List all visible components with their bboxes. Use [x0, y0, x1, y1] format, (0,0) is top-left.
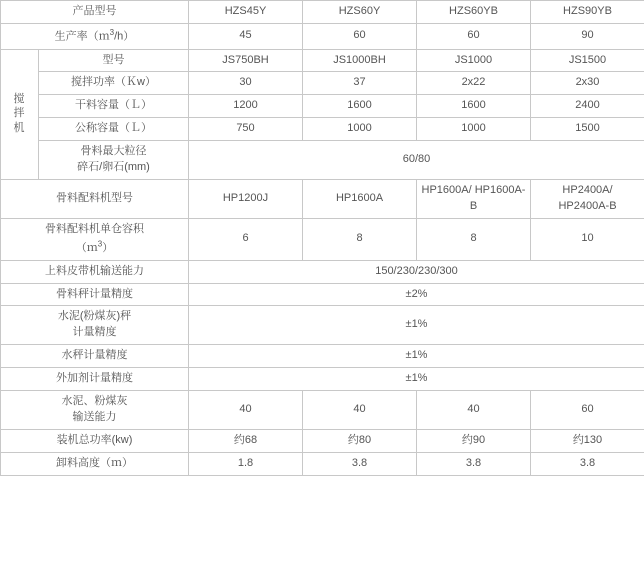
table-row — [1, 260, 644, 283]
row-label-cement-conveying-line1: 水泥、粉煤灰 — [61, 395, 128, 408]
cell-batcher-model-1: HP1200J — [189, 180, 303, 219]
cell-productivity-1: 45 — [189, 23, 303, 49]
cell-mixer-power-3: 2x22 — [417, 72, 531, 95]
cell-mixer-power-4: 2x30 — [531, 72, 644, 95]
table-row — [1, 283, 644, 306]
cell-discharge-height-4: 3.8 — [531, 453, 644, 476]
cell-aggregate-size: 60/80 — [189, 141, 644, 180]
row-label-mixer-power: 搅拌功率（Ｋw） — [39, 72, 189, 95]
row-label-nominal-capacity: 公称容量（Ｌ） — [39, 118, 189, 141]
table-row — [1, 219, 644, 261]
cell-mixer-power-1: 30 — [189, 72, 303, 95]
table-row — [1, 345, 644, 368]
row-label-mixer-model: 型号 — [39, 49, 189, 72]
cell-cement-conveying-1: 40 — [189, 391, 303, 430]
cell-model-3: HZS60YB — [417, 1, 531, 24]
cell-cement-conveying-3: 40 — [417, 391, 531, 430]
group-label-mixer — [1, 49, 39, 180]
table-row — [1, 23, 644, 49]
row-label-batcher-bin-capacity — [1, 219, 189, 261]
table-row — [1, 49, 644, 72]
row-label-batcher-bin-capacity-line1: 骨料配料机单仓容积 — [45, 223, 144, 236]
table-row — [1, 72, 644, 95]
cell-belt-capacity: 150/230/230/300 — [189, 260, 644, 283]
cell-model-2: HZS60Y — [303, 1, 417, 24]
table-row — [1, 95, 644, 118]
cell-total-power-3: 约90 — [417, 430, 531, 453]
cell-mixer-power-2: 37 — [303, 72, 417, 95]
cell-model-4: HZS90YB — [531, 1, 644, 24]
cell-discharge-height-2: 3.8 — [303, 453, 417, 476]
cell-cement-conveying-4: 60 — [531, 391, 644, 430]
table-row — [1, 180, 644, 219]
cell-mixer-model-4: JS1500 — [531, 49, 644, 72]
cell-discharge-height-3: 3.8 — [417, 453, 531, 476]
row-label-total-power: 装机总功率(kw) — [1, 430, 189, 453]
row-label-discharge-height: 卸料高度（ｍ） — [1, 453, 189, 476]
cell-dry-capacity-1: 1200 — [189, 95, 303, 118]
table-row — [1, 141, 644, 180]
cell-total-power-4: 约130 — [531, 430, 644, 453]
row-label-model: 产品型号 — [1, 1, 189, 24]
cell-water-accuracy: ±1% — [189, 345, 644, 368]
cell-batcher-model-2: HP1600A — [303, 180, 417, 219]
cell-mixer-model-2: JS1000BH — [303, 49, 417, 72]
cell-batcher-bin-capacity-3: 8 — [417, 219, 531, 261]
cell-productivity-2: 60 — [303, 23, 417, 49]
row-label-additive-accuracy: 外加剂计量精度 — [1, 368, 189, 391]
cell-discharge-height-1: 1.8 — [189, 453, 303, 476]
table-row — [1, 1, 644, 24]
row-label-aggregate-size — [39, 141, 189, 180]
cell-model-1: HZS45Y — [189, 1, 303, 24]
row-label-water-accuracy: 水秤计量精度 — [1, 345, 189, 368]
row-label-belt-capacity: 上料皮带机输送能力 — [1, 260, 189, 283]
cell-mixer-model-3: JS1000 — [417, 49, 531, 72]
table-row — [1, 306, 644, 345]
row-label-aggregate-accuracy: 骨料秤计量精度 — [1, 283, 189, 306]
table-row — [1, 368, 644, 391]
row-label-productivity: 生产率（ｍ$^3$/h） — [1, 23, 189, 49]
row-label-cement-conveying-line2: 输送能力 — [72, 411, 117, 424]
table-row — [1, 430, 644, 453]
cell-cement-conveying-2: 40 — [303, 391, 417, 430]
cell-batcher-model-4: HP2400A/ HP2400A-B — [531, 180, 644, 219]
row-label-cement-accuracy-line1: 水泥(粉煤灰)秤 — [57, 310, 132, 323]
row-label-batcher-bin-capacity-line2: （ｍ$^3$） — [75, 238, 114, 254]
row-label-cement-accuracy-line2: 计量精度 — [72, 326, 117, 339]
cell-dry-capacity-2: 1600 — [303, 95, 417, 118]
row-label-aggregate-size-line2: 碎石/卵石(mm) — [77, 161, 150, 174]
cell-nominal-capacity-1: 750 — [189, 118, 303, 141]
table-row — [1, 391, 644, 430]
row-label-cement-accuracy — [1, 306, 189, 345]
row-label-dry-capacity: 干料容量（Ｌ） — [39, 95, 189, 118]
row-label-batcher-model: 骨料配料机型号 — [1, 180, 189, 219]
group-label-mixer-text: 搅 拌 机 — [13, 92, 26, 135]
cell-dry-capacity-4: 2400 — [531, 95, 644, 118]
cell-nominal-capacity-4: 1500 — [531, 118, 644, 141]
row-label-aggregate-size-line1: 骨料最大粒径 — [80, 145, 147, 158]
cell-mixer-model-1: JS750BH — [189, 49, 303, 72]
cell-productivity-3: 60 — [417, 23, 531, 49]
cell-batcher-bin-capacity-1: 6 — [189, 219, 303, 261]
cell-aggregate-accuracy: ±2% — [189, 283, 644, 306]
table-row — [1, 453, 644, 476]
cell-batcher-bin-capacity-2: 8 — [303, 219, 417, 261]
cell-cement-accuracy: ±1% — [189, 306, 644, 345]
table-row — [1, 118, 644, 141]
cell-batcher-bin-capacity-4: 10 — [531, 219, 644, 261]
row-label-cement-conveying — [1, 391, 189, 430]
cell-additive-accuracy: ±1% — [189, 368, 644, 391]
cell-dry-capacity-3: 1600 — [417, 95, 531, 118]
cell-nominal-capacity-3: 1000 — [417, 118, 531, 141]
cell-nominal-capacity-2: 1000 — [303, 118, 417, 141]
cell-total-power-2: 约80 — [303, 430, 417, 453]
cell-total-power-1: 约68 — [189, 430, 303, 453]
cell-productivity-4: 90 — [531, 23, 644, 49]
cell-batcher-model-3: HP1600A/ HP1600A-B — [417, 180, 531, 219]
